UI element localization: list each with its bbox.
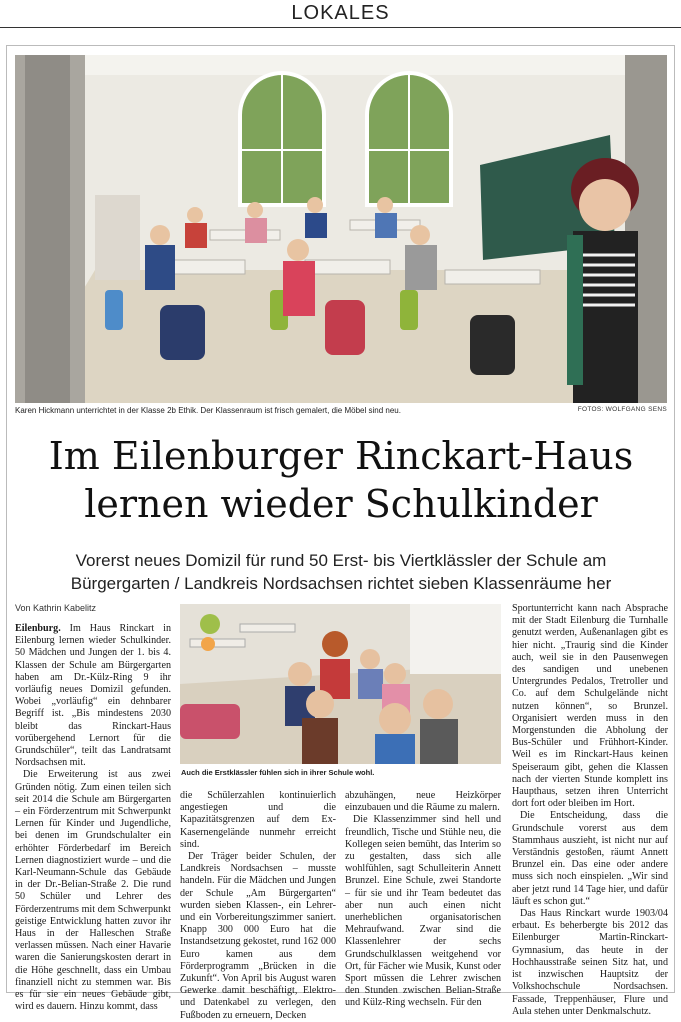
paragraph: Die Klassenzimmer sind hell und freundlich, Tische und Stühle neu, die Kollegen seien bemüht, das Interim so zu gestalten, dass sich alle wohlfühlen, sagt Schulleiterin Annett Brunzel. Eine Schule, zwei Standorte – für sie und ihr Team bedeutet das aber nun auch einen nicht unerheblichen organisatorischen Mehraufwand. Zwar sind die Klassenlehrer der sechs Grundschulklassen weitgehend vor Ort, für Fächer wie Musik, Kunst oder Sport müssen die Lehrer zwischen den Stunden zwischen Belian-Straße und Külz-Ring wechseln. Für den	[345, 814, 501, 1009]
paragraph	[15, 623, 171, 769]
paragraph: die Schülerzahlen kontinuierlich angestiegen und die Kapazitätsgrenzen auf dem Ex-Kasernengelände nunmehr erreicht sind.	[180, 790, 336, 850]
paragraph: Der Träger beider Schulen, der Landkreis Nordsachsen – musste handeln. Für die Mädchen und Jungen der Schule „Am Bürgergarten“ wurden sieben Klassen-, ein Lehrer- und ein Vorbereitungszimmer saniert. Knapp 300 000 Euro hat die Instandsetzung gekostet, rund 162 000 Euro kamen aus dem Förderprogramm „Brücken in die Zukunft“. Von April bis August waren Gewerke damit beschäftigt, Elektro- und Datenkabel zu verlegen, den Fußboden zu erneuern, Decken	[180, 851, 336, 1021]
article-column-3	[345, 790, 501, 1010]
byline: Von Kathrin Kabelitz	[15, 603, 97, 613]
article-column-2	[180, 790, 336, 1022]
paragraph: Das Haus Rinckart wurde 1903/04 erbaut. Es beherbergte bis 2012 das Eilenburger Martin-Rinckart-Gymnasium, das heute in der Hochhausstraße seinen Sitz hat, und ist inzwischen Hauptsitz der Volkshochschule Nordsachsen. Fassade, Treppenhäuser, Flure und Aula stehen unter Denkmalschutz.	[512, 908, 668, 1017]
main-photo	[15, 55, 667, 403]
children-photo-caption: Auch die Erstklässler fühlen sich in ihrer Schule wohl.	[181, 768, 375, 777]
paragraph: Die Entscheidung, dass die Grundschule vorerst aus dem Stammhaus auszieht, ist nicht nur auf Verständnis gestoßen, räumt Annett Brunzel ein. Das eine oder andere muss sich noch einspielen. „Wir sind aber jetzt rund 14 Tage hier, und dafür läuft es schon gut.“	[512, 810, 668, 907]
subheadline-line-1: Vorerst neues Domizil für rund 50 Erst- bis Viertklässler der Schule am	[75, 551, 607, 570]
main-photo-caption: Karen Hickmann unterrichtet in der Klasse 2b Ethik. Der Klassenraum ist frisch gemalert, die Möbel sind neu.	[15, 406, 401, 415]
subheadline-line-2: Bürgergarten / Landkreis Nordsachsen richtet sieben Klassenräume her	[70, 574, 612, 593]
paragraph: Die Erweiterung ist aus zwei Gründen nötig. Zum einen teilen sich seit 2014 die Schule am Bürgergarten – ein Förderzentrum mit Schwerpunkt Lernen für Kinder und Jugendliche, bei denen im Grundschulalter ein erhöhter Förderbedarf im Bereich Lernen diagnostiziert wurde – und die Karl-Neumann-Schule das Gebäude in der Dr.-Belian-Straße 2. Die rund 50 Schüler und Lehrer des Förderzentrums mit dem Schwerpunkt geistige Entwicklung hatten zuvor ihr Haus in der Halleschen Straße verlassen müssen. Nach einer Havarie waren die Sanierungskosten derart in die Höhe geschnellt, dass ein Umbau finanziell nicht zu stemmen war. Bis es für sie ein neues Gebäude gibt, wird es dauern. Hinzu kommt, dass	[15, 769, 171, 1013]
paragraph: Sportunterricht kann nach Absprache mit der Stadt Eilenburg die Turnhalle genutzt werden, Außenanlagen gibt es hier nicht. „Traurig sind die Kinder auch, weil sie in den Pausenwegen des sandigen und unebenen Untergrundes Pedalos, Tretroller und Co. auf dem Schulgelände nicht nutzen können“, so Brunzel. Organisiert werden muss in den Morgenstunden die Abholung der Bus-Schüler und Frühhort-Kinder. Weil es im Rinckart-Haus keinen Speiseraum gibt, gehen die Klassen nach der vierten Stunde komplett ins Haupthaus, setzen ihren Unterricht dort fort oder bleiben im Hort.	[512, 603, 668, 810]
article-column-1	[15, 623, 171, 1014]
subheadline	[15, 549, 667, 595]
paragraph-text: Im Haus Rinckart in Eilenburg lernen wieder Schulkinder. 50 Mädchen und Jungen der 1. bis 4. Klassen der Schule am Bürgergarten haben am Dr.-Külz-Ring 9 ihr vorläufig neues Domizil gefunden. Wobei „vorläufig“ ein dehnbarer Begriff ist. „Bis mindestens 2030 bleibt das Rinckart-Haus vorübergehend Lernort für die Grundschüler“, teilt das Landratsamt Nordsachsen mit.	[15, 623, 171, 769]
photo-credit: FOTOS: WOLFGANG SENS	[577, 406, 667, 413]
headline	[15, 432, 667, 528]
article-column-4	[512, 603, 668, 1018]
headline-line-2: lernen wieder Schulkinder	[84, 482, 598, 526]
section-label: LOKALES	[291, 2, 390, 24]
children-illustration	[180, 604, 501, 764]
dateline: Eilenburg.	[15, 623, 61, 634]
paragraph: abzuhängen, neue Heizkörper einzubauen und die Räume zu malern.	[345, 790, 501, 814]
children-photo	[180, 604, 501, 764]
classroom-illustration	[15, 55, 667, 403]
headline-line-1: Im Eilenburger Rinckart-Haus	[48, 434, 634, 478]
top-rule	[0, 27, 681, 28]
